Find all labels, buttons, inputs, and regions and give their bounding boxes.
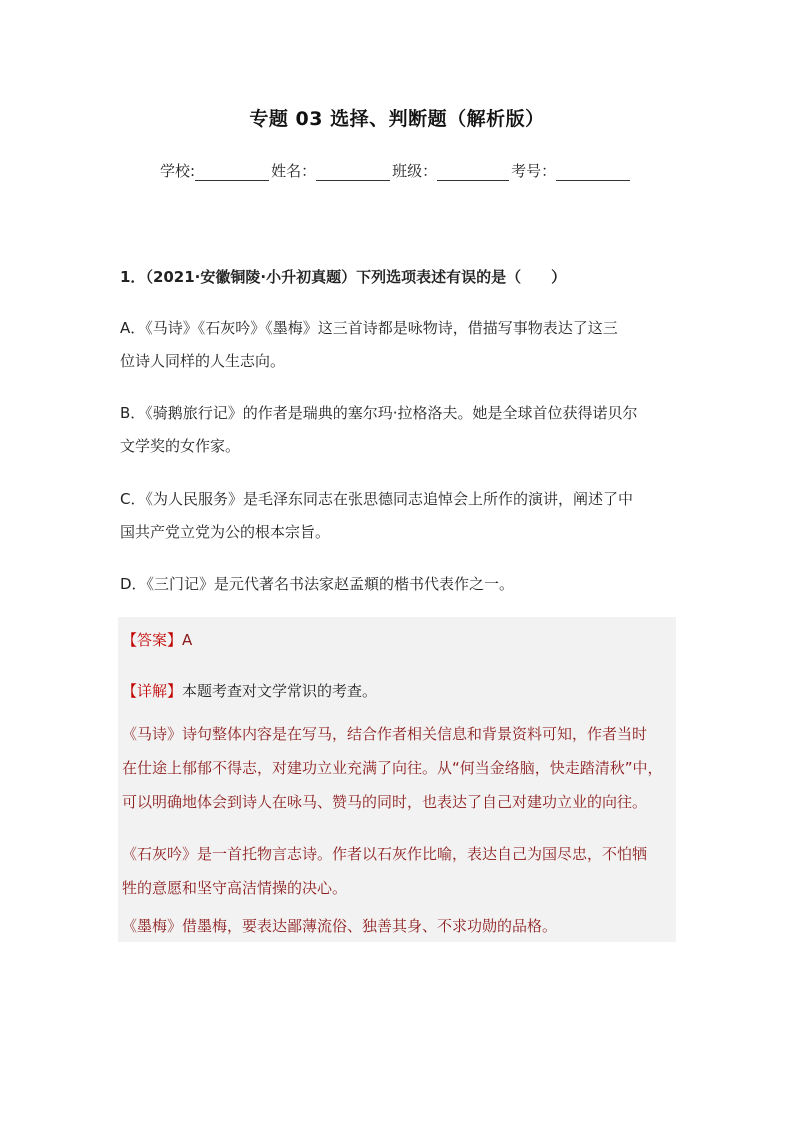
- explanation-2-line-1: 《石灰吟》是一首托物言志诗。作者以石灰作比喻，表达自己为国尽忠，不怕牺: [122, 845, 648, 863]
- option-c-line-1: C．《为人民服务》是毛泽东同志在张思德同志追悼会上所作的演讲，阐述了中: [120, 490, 633, 508]
- option-c-line-2: 国共产党立党为公的根本宗旨。: [120, 523, 331, 541]
- explanation-3-line-1: 《墨梅》借墨梅，要表达鄙薄流俗、独善其身、不求功勋的品格。: [122, 917, 558, 935]
- school-label: 学校:: [160, 162, 196, 180]
- explanation-paragraph-2: [122, 837, 676, 905]
- class-label: 班级：: [392, 162, 438, 180]
- option-d: [120, 568, 676, 601]
- question-number: 1．: [120, 268, 146, 286]
- option-a-line-2: 位诗人同样的人生志向。: [120, 352, 286, 370]
- option-a-line-1: A．《马诗》《石灰吟》《墨梅》这三首诗都是咏物诗，借描写事物表达了这三: [120, 319, 618, 337]
- option-c: [120, 483, 676, 549]
- option-b-line-2: 文学奖的女作家。: [120, 437, 241, 455]
- number-label: 考号：: [511, 162, 557, 180]
- explanation-paragraph-3: [122, 909, 676, 943]
- school-blank: [195, 162, 269, 181]
- detail-line: [122, 680, 377, 701]
- detail-tag: 【详解】: [122, 682, 183, 700]
- option-a: [120, 312, 676, 378]
- class-blank: [437, 162, 509, 181]
- option-b-line-1: B．《骑鹅旅行记》的作者是瑞典的塞尔玛·拉格洛夫。她是全球首位获得诺贝尔: [120, 404, 638, 422]
- number-blank: [556, 162, 630, 181]
- name-label: 姓名：: [271, 162, 317, 180]
- question-stem: [120, 266, 566, 287]
- answer-value: A: [182, 631, 193, 649]
- detail-text: 本题考查对文学常识的考查。: [182, 682, 378, 700]
- answer-tag: 【答案】: [122, 631, 183, 649]
- answer-line: [122, 629, 192, 650]
- name-blank: [316, 162, 390, 181]
- question-text: （2021·安徽铜陵·小升初真题）下列选项表述有误的是（ ）: [145, 268, 567, 286]
- option-b: [120, 397, 676, 463]
- explanation-paragraph-1: [122, 717, 676, 819]
- explanation-1-line-3: 可以明确地体会到诗人在咏马、赞马的同时，也表达了自己对建功立业的向往。: [122, 793, 648, 811]
- explanation-1-line-2: 在仕途上郁郁不得志，对建功立业充满了向往。从“何当金络脑，快走踏清秋”中，: [122, 759, 663, 777]
- explanation-2-line-2: 牲的意愿和坚守高洁情操的决心。: [122, 879, 348, 897]
- page-title: 专题 03 选择、判断题（解析版）: [249, 108, 545, 130]
- explanation-1-line-1: 《马诗》诗句整体内容是在写马，结合作者相关信息和背景资料可知，作者当时: [122, 725, 648, 743]
- student-info-row: [160, 160, 632, 181]
- option-d-line-1: D．《三门记》是元代著名书法家赵孟頫的楷书代表作之一。: [120, 575, 515, 593]
